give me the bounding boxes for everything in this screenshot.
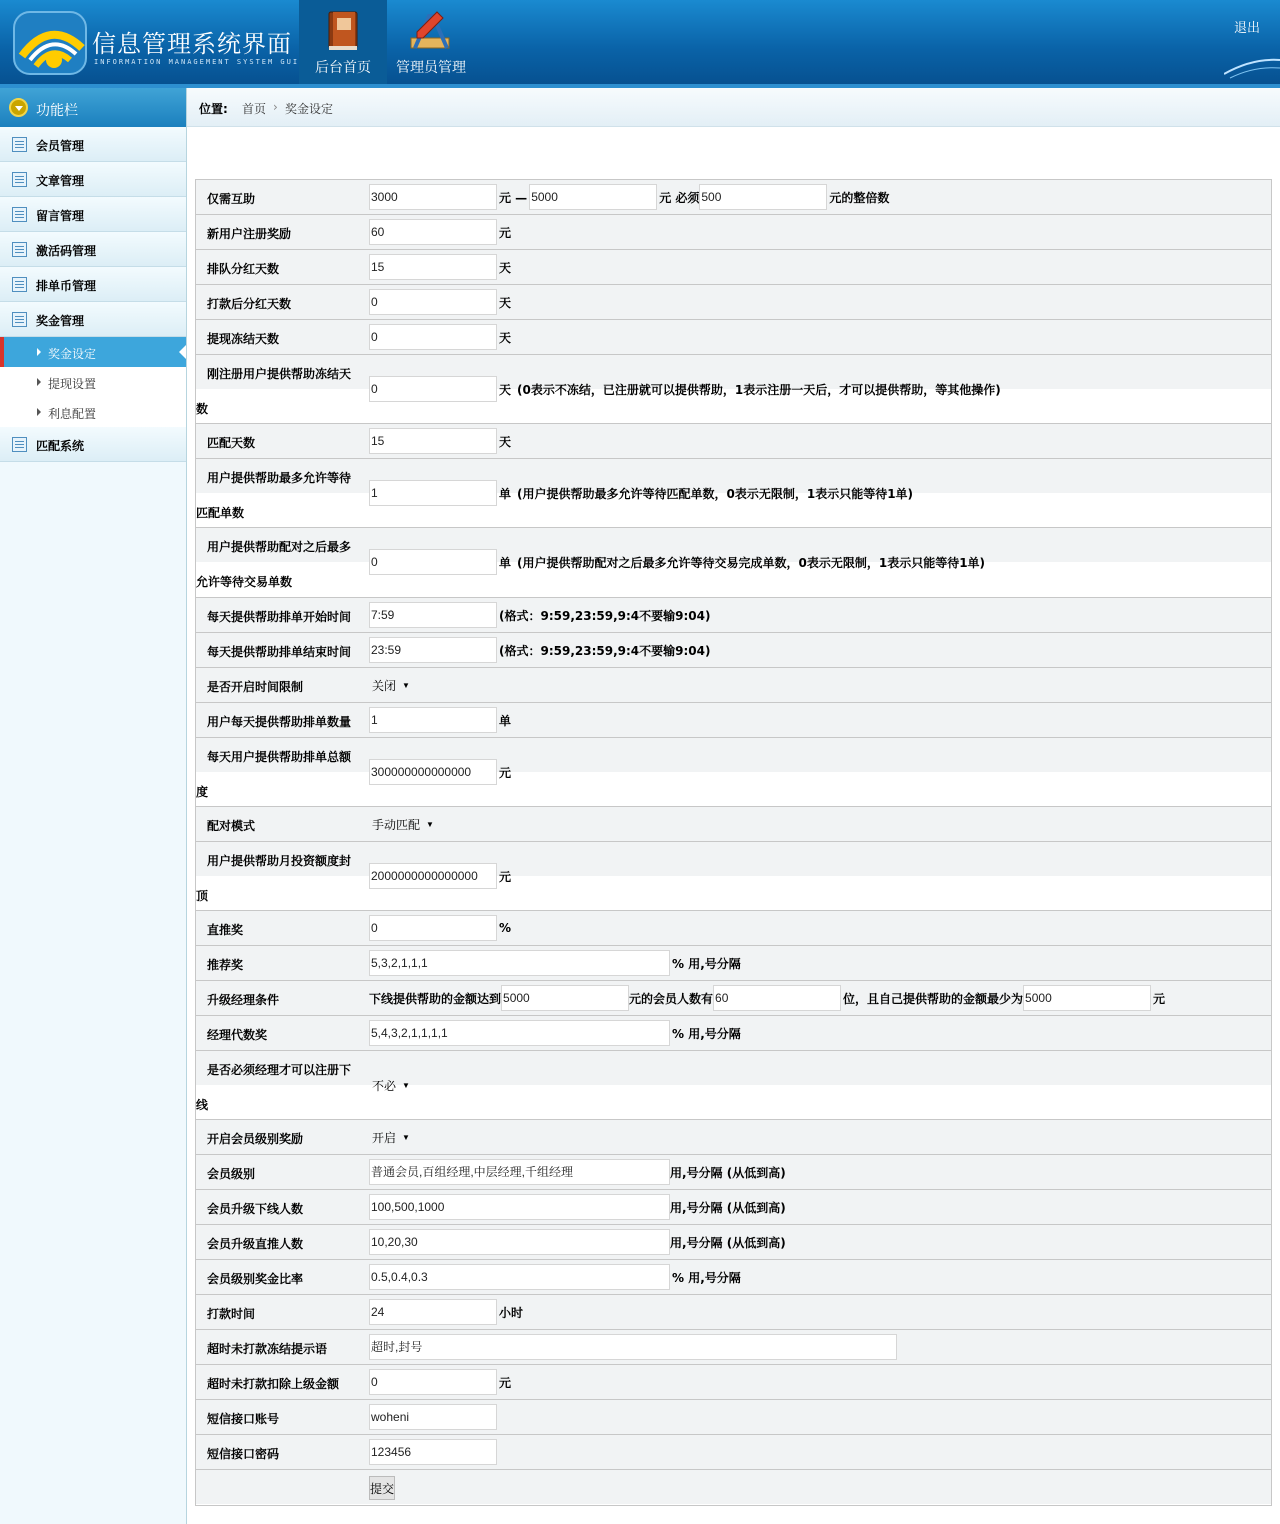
- chevron-down-icon: [9, 98, 28, 117]
- row-max-wait-match: [196, 459, 1271, 528]
- app-title: 信息管理系统界面: [92, 30, 292, 58]
- unit-text: 天: [499, 434, 512, 449]
- row-time-limit: [196, 668, 1271, 703]
- field-label: 是否必须经理才可以注册下 线: [196, 1063, 352, 1112]
- unit-text: 天: [499, 260, 512, 275]
- unit-text: 元 —: [499, 190, 528, 205]
- submit-button[interactable]: 提交: [369, 1476, 395, 1500]
- field-label: 会员级别奖金比率: [207, 1272, 304, 1286]
- field-label: 升级经理条件: [207, 993, 280, 1007]
- daily-end-input[interactable]: 23:59: [369, 637, 497, 663]
- sidebar: [0, 88, 187, 1524]
- row-new-user-freeze: [196, 355, 1271, 424]
- row-manager-gen-bonus: [196, 1016, 1271, 1051]
- level-direct-input[interactable]: 10,20,30: [369, 1229, 670, 1255]
- calendar-icon: [12, 437, 27, 452]
- unit-text: 单: [499, 555, 512, 570]
- nav-admin-label: 管理员管理: [396, 60, 466, 76]
- select-value: 不必: [372, 1078, 397, 1093]
- row-must-manager: [196, 1051, 1271, 1120]
- unit-text: 单: [499, 713, 512, 728]
- row-daily-start: [196, 598, 1271, 633]
- nav-home-label: 后台首页: [315, 60, 371, 76]
- withdraw-freeze-input[interactable]: 0: [369, 324, 497, 350]
- row-referral-bonus: [196, 946, 1271, 981]
- sidebar-sub-label: 提现设置: [48, 377, 97, 391]
- unit-text: 用,号分隔 (从低到高): [670, 1165, 786, 1180]
- breadcrumb-prefix: 位置:: [199, 102, 228, 116]
- sms-account-input[interactable]: woheni: [369, 1404, 497, 1430]
- row-pay-time: [196, 1295, 1271, 1330]
- row-daily-total: [196, 738, 1271, 807]
- help-multiple-input[interactable]: 500: [699, 184, 827, 210]
- referral-bonus-input[interactable]: 5,3,2,1,1,1: [369, 950, 670, 976]
- help-min-input[interactable]: 3000: [369, 184, 497, 210]
- match-days-input[interactable]: 15: [369, 428, 497, 454]
- row-manager-upgrade: [196, 981, 1271, 1016]
- field-label: 匹配天数: [207, 436, 256, 450]
- sidebar-item-label: 排单币管理: [36, 279, 97, 293]
- row-match-days: [196, 424, 1271, 459]
- list-icon: [12, 137, 27, 152]
- unit-text: %: [499, 921, 512, 935]
- must-manager-select[interactable]: [369, 1074, 410, 1096]
- unit-text: 用,号分隔 (从低到高): [670, 1200, 786, 1215]
- timeout-msg-input[interactable]: 超时,封号: [369, 1334, 897, 1360]
- field-label: 用户每天提供帮助排单数量: [207, 715, 352, 729]
- row-direct-bonus: [196, 911, 1271, 946]
- sidebar-item-matching[interactable]: [0, 427, 186, 462]
- row-submit: [196, 1470, 1271, 1505]
- sidebar-item-articles[interactable]: [0, 162, 186, 197]
- row-monthly-cap: [196, 842, 1271, 911]
- row-level-downline: [196, 1190, 1271, 1225]
- condition-text: 元的会员人数有: [629, 991, 714, 1006]
- field-label: 每天用户提供帮助排单总额 度: [196, 750, 352, 799]
- row-after-pay-days: [196, 285, 1271, 320]
- chevron-down-icon: ▼: [402, 1132, 410, 1142]
- sidebar-sub-withdraw[interactable]: [0, 367, 186, 397]
- unit-text: 天: [499, 382, 512, 397]
- daily-start-input[interactable]: 7:59: [369, 602, 497, 628]
- select-value: 开启: [372, 1130, 397, 1145]
- unit-text: 元: [499, 869, 512, 884]
- hint-text: (格式：9:59,23:59,9:4不要输9:04): [499, 608, 711, 623]
- field-label: 超时未打款扣除上级金额: [207, 1377, 340, 1391]
- chevron-down-icon: ▼: [402, 1080, 410, 1090]
- unit-text: 天: [499, 330, 512, 345]
- sidebar-item-label: 留言管理: [36, 209, 85, 223]
- row-max-wait-trade: [196, 528, 1271, 598]
- field-label: 直推奖: [207, 923, 244, 937]
- breadcrumb-home[interactable]: 首页: [242, 102, 267, 116]
- unit-text: 小时: [499, 1305, 524, 1320]
- sidebar-item-activation[interactable]: [0, 232, 186, 267]
- field-label: 提现冻结天数: [207, 332, 280, 346]
- edit-icon: [12, 207, 27, 222]
- row-sms-account: [196, 1400, 1271, 1435]
- field-label: 用户提供帮助配对之后最多 允许等待交易单数: [196, 540, 352, 589]
- field-label: 经理代数奖: [207, 1028, 268, 1042]
- unit-text: 元: [499, 225, 512, 240]
- caret-right-icon: [37, 348, 41, 356]
- select-value: 关闭: [372, 678, 397, 693]
- member-levels-input[interactable]: 普通会员,百组经理,中层经理,千组经理: [369, 1159, 670, 1185]
- sidebar-item-members[interactable]: [0, 127, 186, 162]
- field-label: 用户提供帮助月投资额度封 顶: [196, 854, 352, 903]
- field-label: 会员级别: [207, 1167, 256, 1181]
- sidebar-item-bonus[interactable]: [0, 302, 186, 337]
- row-sms-password: [196, 1435, 1271, 1470]
- hint-text: (用户提供帮助配对之后最多允许等待交易完成单数，0表示无限制，1表示只能等待1单): [517, 555, 986, 570]
- breadcrumb: [187, 88, 1280, 127]
- field-label: 排队分红天数: [207, 262, 280, 276]
- calendar-icon: [12, 312, 27, 327]
- nav-home[interactable]: [299, 0, 387, 88]
- sidebar-sub-interest[interactable]: [0, 397, 186, 427]
- manager-gen-bonus-input[interactable]: 5,4,3,2,1,1,1,1: [369, 1020, 670, 1046]
- top-header: [0, 0, 1280, 88]
- caret-right-icon: [37, 408, 41, 416]
- sidebar-item-label: 激活码管理: [36, 244, 97, 258]
- max-wait-trade-input[interactable]: 0: [369, 549, 497, 575]
- direct-bonus-input[interactable]: 0: [369, 915, 497, 941]
- hint-text: (格式：9:59,23:59,9:4不要输9:04): [499, 643, 711, 658]
- row-queue-days: [196, 250, 1271, 285]
- row-withdraw-freeze: [196, 320, 1271, 355]
- row-match-mode: [196, 807, 1271, 842]
- field-label: 是否开启时间限制: [207, 680, 304, 694]
- field-label: 短信接口账号: [207, 1412, 280, 1426]
- row-register-bonus: [196, 215, 1271, 250]
- level-bonus-select[interactable]: [369, 1126, 410, 1148]
- sidebar-item-label: 会员管理: [36, 139, 85, 153]
- sidebar-sub-label: 利息配置: [48, 407, 97, 421]
- row-timeout-msg: [196, 1330, 1271, 1365]
- sms-password-input[interactable]: 123456: [369, 1439, 497, 1465]
- upgrade-count-input[interactable]: 60: [713, 985, 841, 1011]
- sidebar-item-queue-coins[interactable]: [0, 267, 186, 302]
- row-help-range: [196, 180, 1271, 215]
- max-wait-match-input[interactable]: 1: [369, 480, 497, 506]
- field-label: 仅需互助: [207, 192, 256, 206]
- hint-text: (0表示不冻结，已注册就可以提供帮助，1表示注册一天后，才可以提供帮助，等其他操作): [517, 382, 1001, 397]
- level-downline-input[interactable]: 100,500,1000: [369, 1194, 670, 1220]
- bonus-settings-form: [195, 179, 1272, 1506]
- app-subtitle: INFORMATION MANAGEMENT SYSTEM GUI: [94, 58, 300, 66]
- new-user-freeze-input[interactable]: 0: [369, 376, 497, 402]
- field-label: 配对模式: [207, 819, 256, 833]
- logout-link[interactable]: 退出: [1233, 21, 1260, 36]
- sidebar-item-label: 文章管理: [36, 174, 85, 188]
- unit-text: 元 必须: [659, 190, 700, 205]
- row-level-direct: [196, 1225, 1271, 1260]
- unit-text: 天: [499, 295, 512, 310]
- sidebar-title: 功能栏: [36, 103, 78, 119]
- upgrade-self-amount-input[interactable]: 5000: [1023, 985, 1151, 1011]
- unit-text: 用,号分隔 (从低到高): [670, 1235, 786, 1250]
- field-label: 超时未打款冻结提示语: [207, 1342, 328, 1356]
- breadcrumb-current: 奖金设定: [285, 102, 334, 116]
- edit-icon: [12, 172, 27, 187]
- sidebar-sub-bonus-settings[interactable]: [0, 337, 186, 367]
- row-level-ratio: [196, 1260, 1271, 1295]
- upgrade-amount-input[interactable]: 5000: [501, 985, 629, 1011]
- level-ratio-input[interactable]: 0.5,0.4,0.3: [369, 1264, 670, 1290]
- field-label: 刚注册用户提供帮助冻结天 数: [196, 367, 352, 416]
- unit-text: 单: [499, 486, 512, 501]
- field-label: 会员升级下线人数: [207, 1202, 304, 1216]
- unit-text: 元的整倍数: [829, 190, 890, 205]
- field-label: 新用户注册奖励: [207, 227, 292, 241]
- row-level-bonus-on: [196, 1120, 1271, 1155]
- sidebar-sub-label: 奖金设定: [48, 347, 97, 361]
- sidebar-item-label: 奖金管理: [36, 314, 85, 328]
- register-bonus-input[interactable]: 60: [369, 219, 497, 245]
- unit-text: 元: [1153, 991, 1166, 1006]
- field-label: 每天提供帮助排单开始时间: [207, 610, 352, 624]
- unit-text: % 用,号分隔: [672, 1026, 741, 1041]
- logo-icon: [12, 8, 90, 78]
- unit-text: 元: [499, 1375, 512, 1390]
- match-mode-select[interactable]: [369, 813, 434, 835]
- row-timeout-deduct: [196, 1365, 1271, 1400]
- hint-text: (用户提供帮助最多允许等待匹配单数，0表示无限制，1表示只能等待1单): [517, 486, 914, 501]
- row-daily-count: [196, 703, 1271, 738]
- row-member-levels: [196, 1155, 1271, 1190]
- swoosh-decoration: [1224, 40, 1280, 80]
- daily-total-input[interactable]: 300000000000000: [369, 759, 497, 785]
- unit-text: % 用,号分隔: [672, 1270, 741, 1285]
- timeout-deduct-input[interactable]: 0: [369, 1369, 497, 1395]
- tools-icon: [407, 8, 453, 54]
- nav-admin[interactable]: [387, 0, 475, 88]
- row-daily-end: [196, 633, 1271, 668]
- breadcrumb-separator: ›: [273, 100, 278, 114]
- calendar-icon: [12, 277, 27, 292]
- field-label: 用户提供帮助最多允许等待 匹配单数: [196, 471, 352, 520]
- select-value: 手动匹配: [372, 817, 421, 832]
- unit-text: 元: [499, 765, 512, 780]
- field-label: 打款后分红天数: [207, 297, 292, 311]
- sidebar-item-label: 匹配系统: [36, 439, 85, 453]
- pay-time-input[interactable]: 24: [369, 1299, 497, 1325]
- after-pay-days-input[interactable]: 0: [369, 289, 497, 315]
- sidebar-item-messages[interactable]: [0, 197, 186, 232]
- field-label: 短信接口密码: [207, 1447, 280, 1461]
- field-label: 打款时间: [207, 1307, 256, 1321]
- field-label: 开启会员级别奖励: [207, 1132, 304, 1146]
- caret-right-icon: [37, 378, 41, 386]
- queue-days-input[interactable]: 15: [369, 254, 497, 280]
- chevron-down-icon: ▼: [426, 819, 434, 829]
- monthly-cap-input[interactable]: 2000000000000000: [369, 863, 497, 889]
- field-label: 每天提供帮助排单结束时间: [207, 645, 352, 659]
- book-icon: [323, 10, 363, 52]
- condition-text: 下线提供帮助的金额达到: [369, 991, 502, 1006]
- field-label: 推荐奖: [207, 958, 244, 972]
- unit-text: % 用,号分隔: [672, 956, 741, 971]
- calendar-icon: [12, 242, 27, 257]
- daily-count-input[interactable]: 1: [369, 707, 497, 733]
- chevron-down-icon: ▼: [402, 680, 410, 690]
- sidebar-header: [0, 88, 186, 127]
- field-label: 会员升级直推人数: [207, 1237, 304, 1251]
- help-max-input[interactable]: 5000: [529, 184, 657, 210]
- time-limit-select[interactable]: [369, 674, 410, 696]
- condition-text: 位，且自己提供帮助的金额最少为: [843, 991, 1024, 1006]
